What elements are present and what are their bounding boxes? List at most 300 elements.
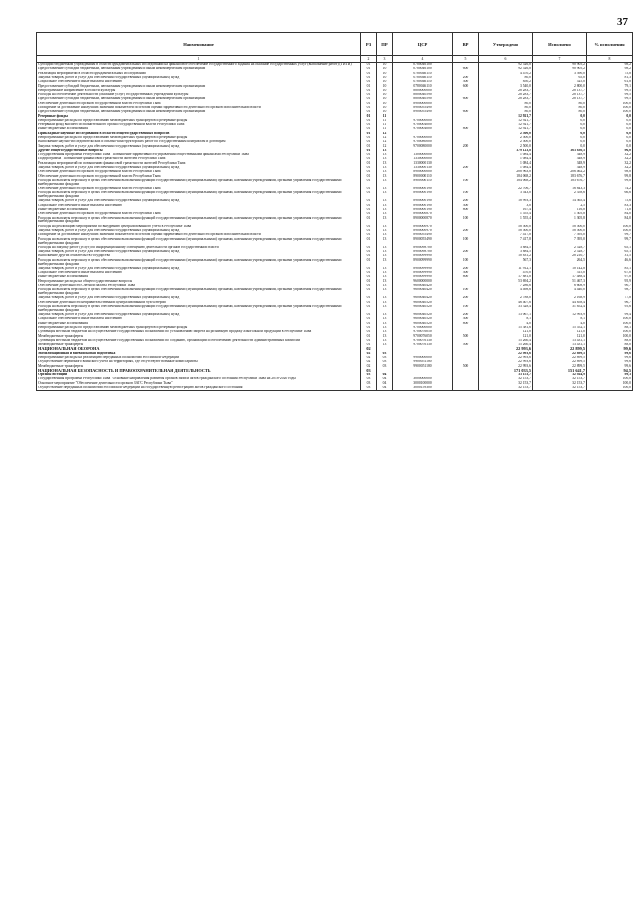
cell-name: Предоставление субсидий бюджетным, автономным учреждениям и иным некоммерческим организациям [37, 97, 361, 101]
cell-csr: 9600040420 [393, 284, 453, 288]
cell-csr: 9700076130 [393, 339, 453, 343]
cell-name: Расходы на реализацию мероприятий по внедрению централизованного учета в Республике Тыва [37, 225, 361, 229]
cell-csr: 8900055490 [393, 237, 453, 245]
cell-approved: 12 921,7 [479, 119, 533, 123]
cell-rz: 01 [361, 187, 377, 191]
cell-vr: 200 [453, 76, 479, 80]
cell-pr: 13 [377, 216, 393, 224]
cell-csr: 3000100000 [393, 381, 453, 385]
cell-executed: 90 905,2 [533, 67, 587, 71]
cell-vr: 300 [453, 80, 479, 84]
cell-csr: 3000000000 [393, 377, 453, 381]
cell-pct: 0,0 [587, 123, 633, 127]
cell-pr: 04 [377, 381, 393, 385]
cell-executed: 15 552,1 [533, 326, 587, 330]
cell-rz: 01 [361, 170, 377, 174]
cell-name: Непрограммные расходы на общегосударственные вопросы [37, 279, 361, 283]
cell-vr: 600 [453, 97, 479, 101]
cell-csr: 8900055490 [393, 106, 453, 110]
cell-name: Закупка товаров, работ и услуг для обеспечения государственных (муниципальных) нужд [37, 313, 361, 317]
cell-rz: 01 [361, 313, 377, 317]
cell-executed: 80,0 [533, 110, 587, 114]
cell-name: Обеспечение деятельности Счетной палаты Республики Тыва [37, 284, 361, 288]
cell-vr: 200 [453, 313, 479, 317]
cell-approved: 1 555,4 [479, 212, 533, 216]
cell-approved: 379 123,8 [479, 149, 533, 153]
cell-rz: 01 [361, 97, 377, 101]
cell-pr: 03 [377, 360, 393, 364]
cell-rz: 01 [361, 275, 377, 279]
cell-rz: 01 [361, 301, 377, 305]
table-row [37, 288, 633, 296]
cell-csr: 8900099990 [393, 267, 453, 271]
cell-approved: 22 993,6 [479, 347, 533, 351]
cell-name: Непрограммные расходы по предоставлению межбюджетных трансфертов и резервные фонды [37, 326, 361, 330]
cell-executed: 525,0 [533, 80, 587, 84]
table-row [37, 258, 633, 266]
cell-name: Мобилизационная и вневойсковая подготовка [37, 352, 361, 356]
cell-executed: 6 608,9 [533, 284, 587, 288]
cell-rz: 01 [361, 179, 377, 187]
cell-csr: 9600040520 [393, 313, 453, 317]
column-number: 3 [377, 56, 393, 63]
cell-approved: 22 706,7 [479, 187, 533, 191]
cell-rz: 01 [361, 174, 377, 178]
cell-pct: 95,6 [587, 305, 633, 313]
cell-pct: 67,0 [587, 271, 633, 275]
cell-pr: 13 [377, 212, 393, 216]
cell-pr: 13 [377, 208, 393, 212]
cell-name: Выполнение научно-исследовательских и опытно-конструкторских работ по государственным контрактам и договорам [37, 140, 361, 144]
cell-name: Расходы на выплаты персоналу в целях обеспечения выполнения функций государственными (муниципальными) органами, казенными учреждениями, органами управления государственными внебюджетными фондами [37, 216, 361, 224]
cell-pct: 100,0 [587, 317, 633, 321]
cell-rz: 01 [361, 322, 377, 326]
cell-pr: 13 [377, 288, 393, 296]
cell-name: Непрограммное направление в области культуры [37, 89, 361, 93]
cell-rz: 01 [361, 80, 377, 84]
cell-pct: 32,2 [587, 166, 633, 170]
cell-rz: 01 [361, 330, 377, 334]
cell-approved: 3 540,0 [479, 84, 533, 88]
cell-executed: 58 500,0 [533, 225, 587, 229]
cell-csr: 9700076130 [393, 343, 453, 347]
header-vr: ВР [453, 33, 479, 56]
cell-pct: 99,7 [587, 237, 633, 245]
cell-approved: 4,0 [479, 322, 533, 326]
cell-rz: 01 [361, 229, 377, 233]
cell-pct: 0,0 [587, 144, 633, 148]
cell-name: Расходы на выплаты персоналу в целях обеспечения выполнения функций государственными (муниципальными) органами, казенными учреждениями, органами управления государственными внебюджетными фондами [37, 237, 361, 245]
cell-rz: 01 [361, 305, 377, 313]
cell-name: Предоставление субсидий бюджетным, автономным учреждениям и иным некоммерческим организациям [37, 84, 361, 88]
cell-csr: 9600040520 [393, 322, 453, 326]
cell-pr: 10 [377, 102, 393, 106]
cell-executed: 16 843,3 [533, 187, 587, 191]
cell-pr: 13 [377, 275, 393, 279]
cell-approved: 32 153,7 [479, 381, 533, 385]
cell-csr: 9700000000 [393, 136, 453, 140]
cell-pct: 84,0 [587, 212, 633, 216]
cell-approved: 470,0 [479, 271, 533, 275]
cell-pr: 13 [377, 229, 393, 233]
table-row [37, 237, 633, 245]
cell-csr: 8900099990 [393, 258, 453, 266]
cell-pr: 13 [377, 317, 393, 321]
cell-csr: 9600040520 [393, 317, 453, 321]
cell-name: Непрограммные расходы по предоставлению межбюджетных трансфертов и резервные фонды [37, 119, 361, 123]
cell-vr: 200 [453, 250, 479, 254]
cell-csr: 0780046110 [393, 72, 453, 76]
cell-rz: 01 [361, 149, 377, 153]
cell-vr: 300 [453, 204, 479, 208]
cell-pr: 13 [377, 334, 393, 338]
cell-pr: 13 [377, 339, 393, 343]
cell-approved: 58 500,0 [479, 225, 533, 229]
cell-csr: 8900099990 [393, 271, 453, 275]
cell-pct: 100,0 [587, 330, 633, 334]
cell-rz: 01 [361, 161, 377, 165]
cell-rz: 01 [361, 317, 377, 321]
cell-name: Субвенция местным бюджетам на осуществление государственных полномочий по созданию, организации и обеспечению деятельности административных комиссий [37, 339, 361, 343]
cell-pr: 13 [377, 179, 393, 187]
cell-executed: 28 137,7 [533, 93, 587, 97]
cell-executed: 13 431,1 [533, 343, 587, 347]
cell-rz: 01 [361, 284, 377, 288]
page-number: 37 [617, 16, 628, 28]
cell-pct: 100,0 [587, 377, 633, 381]
cell-pr: 13 [377, 271, 393, 275]
cell-csr: 8900000190 [393, 208, 453, 212]
cell-rz: 01 [361, 106, 377, 110]
cell-csr: 9900000000 [393, 356, 453, 360]
cell-pct: 100,0 [587, 334, 633, 338]
cell-csr: 8900000190 [393, 191, 453, 199]
column-number: 6 [479, 56, 533, 63]
cell-rz: 02 [361, 364, 377, 368]
cell-pct: 88,0 [587, 339, 633, 343]
cell-pct: 99,3 [587, 373, 633, 377]
cell-approved: 80,0 [479, 106, 533, 110]
cell-csr: 1330000130 [393, 161, 453, 165]
cell-approved: 92 526,8 [479, 63, 533, 68]
cell-executed: 0,0 [533, 127, 587, 131]
cell-pct: 90,7 [587, 284, 633, 288]
cell-approved: 22 993,6 [479, 360, 533, 364]
cell-pct: 94,5 [587, 369, 633, 373]
cell-rz: 01 [361, 119, 377, 123]
cell-rz: 01 [361, 132, 377, 136]
cell-approved: 12 921,7 [479, 127, 533, 131]
cell-rz: 01 [361, 123, 377, 127]
cell-executed: 7 395,0 [533, 233, 587, 237]
cell-pct: 0,0 [587, 140, 633, 144]
cell-rz: 02 [361, 356, 377, 360]
cell-pct: 99,6 [587, 364, 633, 368]
cell-pr: 11 [377, 123, 393, 127]
cell-name: Подпрограмма "Повышение финансовой грамотности жителей Республики Тыва" [37, 157, 361, 161]
cell-executed: 17 488,4 [533, 275, 587, 279]
cell-executed: 32 153,7 [533, 381, 587, 385]
cell-executed: 1 305,8 [533, 216, 587, 224]
cell-rz: 01 [361, 157, 377, 161]
cell-executed: 65,0 [533, 76, 587, 80]
cell-executed: 151 641,7 [533, 369, 587, 373]
cell-pr: 03 [377, 352, 393, 356]
cell-approved: 3,0 [479, 204, 533, 208]
cell-rz: 01 [361, 199, 377, 203]
cell-executed: 32 153,7 [533, 386, 587, 391]
cell-pr: 13 [377, 233, 393, 237]
cell-vr: 100 [453, 191, 479, 199]
cell-approved: 17 881,8 [479, 275, 533, 279]
cell-name: Обеспечение деятельности органов государственной власти Республики Тыва [37, 187, 361, 191]
cell-name: Резервный фонд высшего исполнительного органа государственной власти Республики Тыва [37, 123, 361, 127]
cell-vr [453, 386, 479, 391]
cell-csr: 8900099990 [393, 275, 453, 279]
cell-rz: 01 [361, 271, 377, 275]
cell-rz: 01 [361, 127, 377, 131]
cell-name: Расходы на выплаты персоналу в целях обеспечения выполнения функций государственными (муниципальными) органами, казенными учреждениями, органами управления государственными внебюджетными фондами [37, 179, 361, 187]
cell-vr: 100 [453, 179, 479, 187]
cell-rz: 01 [361, 296, 377, 300]
cell-name: Непрограммные расходы по предоставлению межбюджетных трансфертов и резервные фонды [37, 136, 361, 140]
cell-approved: 80,0 [479, 76, 533, 80]
cell-pct: 0,0 [587, 114, 633, 118]
cell-executed: 315,0 [533, 271, 587, 275]
cell-pct: 100,0 [587, 225, 633, 229]
cell-pct: 32,2 [587, 153, 633, 157]
cell-name: Органы юстиции [37, 373, 361, 377]
cell-csr: 1330000130 [393, 166, 453, 170]
cell-rz: 01 [361, 279, 377, 283]
cell-executed: 2 528,7 [533, 246, 587, 250]
column-number: 5 [453, 56, 479, 63]
cell-executed: 31 852,4 [533, 305, 587, 313]
cell-rz: 01 [361, 93, 377, 97]
cell-pct: 61,8 [587, 80, 633, 84]
column-number: 8 [587, 56, 633, 63]
cell-vr: 600 [453, 84, 479, 88]
cell-approved: 7 286,6 [479, 284, 533, 288]
cell-name: Иные бюджетные ассигнования [37, 275, 361, 279]
cell-pr: 13 [377, 157, 393, 161]
cell-name: Закупка товаров, работ и услуг для обеспечения государственных (муниципальных) нужд [37, 166, 361, 170]
cell-approved: 53 694,2 [479, 279, 533, 283]
cell-csr: 0780046110 [393, 80, 453, 84]
cell-name: Социальное обеспечение и иные выплаты населению [37, 317, 361, 321]
cell-executed: 0,0 [533, 136, 587, 140]
cell-rz: 01 [361, 136, 377, 140]
cell-approved: 171 033,5 [479, 369, 533, 373]
cell-name: Субсидии бюджетным учреждениям в области фундаментальных исследований на финансовое обеспечение государственного задания на оказание государственных услуг (выполнение работ) (ГИТИ) [37, 63, 361, 68]
cell-vr: 200 [453, 296, 479, 300]
cell-pr: 13 [377, 254, 393, 258]
cell-rz: 01 [361, 216, 377, 224]
cell-approved: 10 831,2 [479, 254, 533, 258]
cell-pr: 13 [377, 301, 393, 305]
cell-pct: 75,6 [587, 199, 633, 203]
cell-pr: 13 [377, 153, 393, 157]
cell-executed: 3 390,0 [533, 72, 587, 76]
cell-approved: 1 084,4 [479, 157, 533, 161]
cell-approved: 58 500,0 [479, 229, 533, 233]
cell-pr: 12 [377, 132, 393, 136]
cell-vr: 600 [453, 67, 479, 71]
cell-pr: 13 [377, 149, 393, 153]
cell-executed: 58 500,0 [533, 229, 587, 233]
cell-csr: 8900000870 [393, 212, 453, 216]
cell-rz: 01 [361, 114, 377, 118]
cell-rz: 01 [361, 208, 377, 212]
cell-name: Межбюджетные трансферты [37, 343, 361, 347]
cell-csr: 9900051180 [393, 364, 453, 368]
cell-pr: 10 [377, 84, 393, 88]
cell-vr: 600 [453, 110, 479, 114]
cell-csr: 9700080000 [393, 144, 453, 148]
cell-executed: 0,0 [533, 140, 587, 144]
cell-rz: 01 [361, 67, 377, 71]
cell-executed: 80,0 [533, 106, 587, 110]
cell-pct: 88,0 [587, 343, 633, 347]
cell-approved: 22 993,6 [479, 364, 533, 368]
cell-executed: 22 899,5 [533, 347, 587, 351]
cell-pct: 96,0 [587, 149, 633, 153]
cell-executed: 10 142,8 [533, 267, 587, 271]
cell-pr: 10 [377, 106, 393, 110]
cell-csr: 8900000970 [393, 225, 453, 229]
cell-csr: 9700004000 [393, 127, 453, 131]
cell-name: Обеспечение деятельности органов государственной власти Республики Тыва [37, 170, 361, 174]
cell-name: Субвенция местным бюджетам на осуществление государственных полномочий по установлению запрета на розничную продажу алкогольной продукции в Республике Тыва [37, 330, 361, 334]
cell-csr: 9700000000 [393, 119, 453, 123]
cell-rz: 01 [361, 89, 377, 93]
cell-approved: 11 912,1 [479, 267, 533, 271]
cell-approved: 13 067,1 [479, 313, 533, 317]
cell-name: Поощрение за достижение наилучших значений показателей по итогам оценки эффективности деятельности органов исполнительной власти [37, 106, 361, 110]
cell-csr: 9700076050 [393, 330, 453, 334]
cell-approved: 80,0 [479, 110, 533, 114]
cell-csr: 8900000000 [393, 102, 453, 106]
cell-rz: 01 [361, 237, 377, 245]
cell-approved: 33 328,4 [479, 305, 533, 313]
cell-name: Предоставление субсидий бюджетным, автономным учреждениям и иным некоммерческим организациям [37, 110, 361, 114]
cell-pr: 10 [377, 72, 393, 76]
header-name: Наименование [37, 33, 361, 56]
cell-rz: 01 [361, 225, 377, 229]
cell-rz: 01 [361, 140, 377, 144]
cell-pct: 99,5 [587, 97, 633, 101]
cell-approved: 7 417,8 [479, 233, 533, 237]
cell-name: Предоставление субсидий бюджетным, автономным учреждениям и иным некоммерческим организациям [37, 67, 361, 71]
cell-approved: 1 084,4 [479, 161, 533, 165]
cell-csr: 8800000000 [393, 89, 453, 93]
cell-pct: 88,1 [587, 326, 633, 330]
cell-rz: 02 [361, 360, 377, 364]
cell-executed: 0,0 [533, 132, 587, 136]
cell-executed: 7 395,0 [533, 237, 587, 245]
cell-approved: 7 417,8 [479, 237, 533, 245]
cell-rz: 01 [361, 267, 377, 271]
cell-pct: 95,9 [587, 279, 633, 283]
cell-vr: 200 [453, 229, 479, 233]
cell-executed: 0,0 [533, 144, 587, 148]
cell-rz: 01 [361, 110, 377, 114]
cell-name: Расходы на выплаты персоналу в целях обеспечения выполнения функций государственными (муниципальными) органами, казенными учреждениями, органами управления государственными внебюджетными фондами [37, 288, 361, 296]
cell-rz: 01 [361, 153, 377, 157]
cell-executed: 206 462,2 [533, 170, 587, 174]
cell-pct: 0,0 [587, 119, 633, 123]
cell-csr: 8800040590 [393, 93, 453, 97]
cell-executed: 80,0 [533, 102, 587, 106]
cell-csr: 8900000110 [393, 179, 453, 187]
cell-rz: 01 [361, 246, 377, 250]
table-row [37, 305, 633, 313]
cell-pct: 46,6 [587, 258, 633, 266]
cell-csr: 8900000110 [393, 174, 453, 178]
cell-csr: 9700080000 [393, 140, 453, 144]
cell-pr: 13 [377, 313, 393, 317]
cell-rz: 01 [361, 326, 377, 330]
cell-name: Межбюджетные трансферты [37, 334, 361, 338]
cell-vr: 800 [453, 208, 479, 212]
cell-csr: 9600040520 [393, 305, 453, 313]
cell-pr: 13 [377, 237, 393, 245]
cell-pr: 13 [377, 187, 393, 191]
cell-name: Реализация мероприятий в области фундаментальных исследований [37, 72, 361, 76]
cell-pr: 13 [377, 326, 393, 330]
cell-csr: 8900055490 [393, 233, 453, 237]
cell-pct: 97,8 [587, 275, 633, 279]
cell-pr: 10 [377, 76, 393, 80]
cell-pct: 99,8 [587, 179, 633, 187]
cell-pct: 99,6 [587, 356, 633, 360]
cell-name: Обеспечение деятельности органов государственной власти Республики Тыва [37, 212, 361, 216]
cell-approved: 2 788,0 [479, 296, 533, 300]
header-approved: Утверждено [479, 33, 533, 56]
cell-pr: 03 [377, 356, 393, 360]
cell-rz: 03 [361, 377, 377, 381]
cell-executed: 22 899,5 [533, 364, 587, 368]
cell-rz: 01 [361, 250, 377, 254]
cell-pr: 13 [377, 166, 393, 170]
cell-executed: 28 210,7 [533, 254, 587, 258]
cell-pr: 13 [377, 343, 393, 347]
cell-approved: 28 283,7 [479, 89, 533, 93]
cell-csr: 0780046100 [393, 63, 453, 68]
cell-pct: 85,1 [587, 267, 633, 271]
cell-approved: 12 921,7 [479, 123, 533, 127]
cell-rz: 01 [361, 144, 377, 148]
cell-name: Расходы на закупку работ (услуг) по информационному освещению деятельности органов государственной власти [37, 246, 361, 250]
cell-pct: 31,5 [587, 254, 633, 258]
cell-name: НАЦИОНАЛЬНАЯ ОБОРОНА [37, 347, 361, 351]
cell-approved: 12 921,7 [479, 114, 533, 118]
cell-pct: 99,6 [587, 347, 633, 351]
cell-approved: 32 153,7 [479, 386, 533, 391]
cell-pct: 99,7 [587, 233, 633, 237]
cell-name: Обеспечение деятельности неправительственной централизованной бухгалтерии [37, 301, 361, 305]
cell-pr: 13 [377, 296, 393, 300]
cell-pr: 12 [377, 144, 393, 148]
cell-approved: 28 283,7 [479, 97, 533, 101]
cell-vr: 300 [453, 317, 479, 321]
cell-name: Обеспечение деятельности органов государственной власти Республики Тыва [37, 102, 361, 106]
cell-vr: 300 [453, 271, 479, 275]
header-rz: РЗ [361, 33, 377, 56]
cell-rz: 02 [361, 347, 377, 351]
cell-csr: 8900000970 [393, 229, 453, 233]
cell-executed: 32 924,9 [533, 373, 587, 377]
